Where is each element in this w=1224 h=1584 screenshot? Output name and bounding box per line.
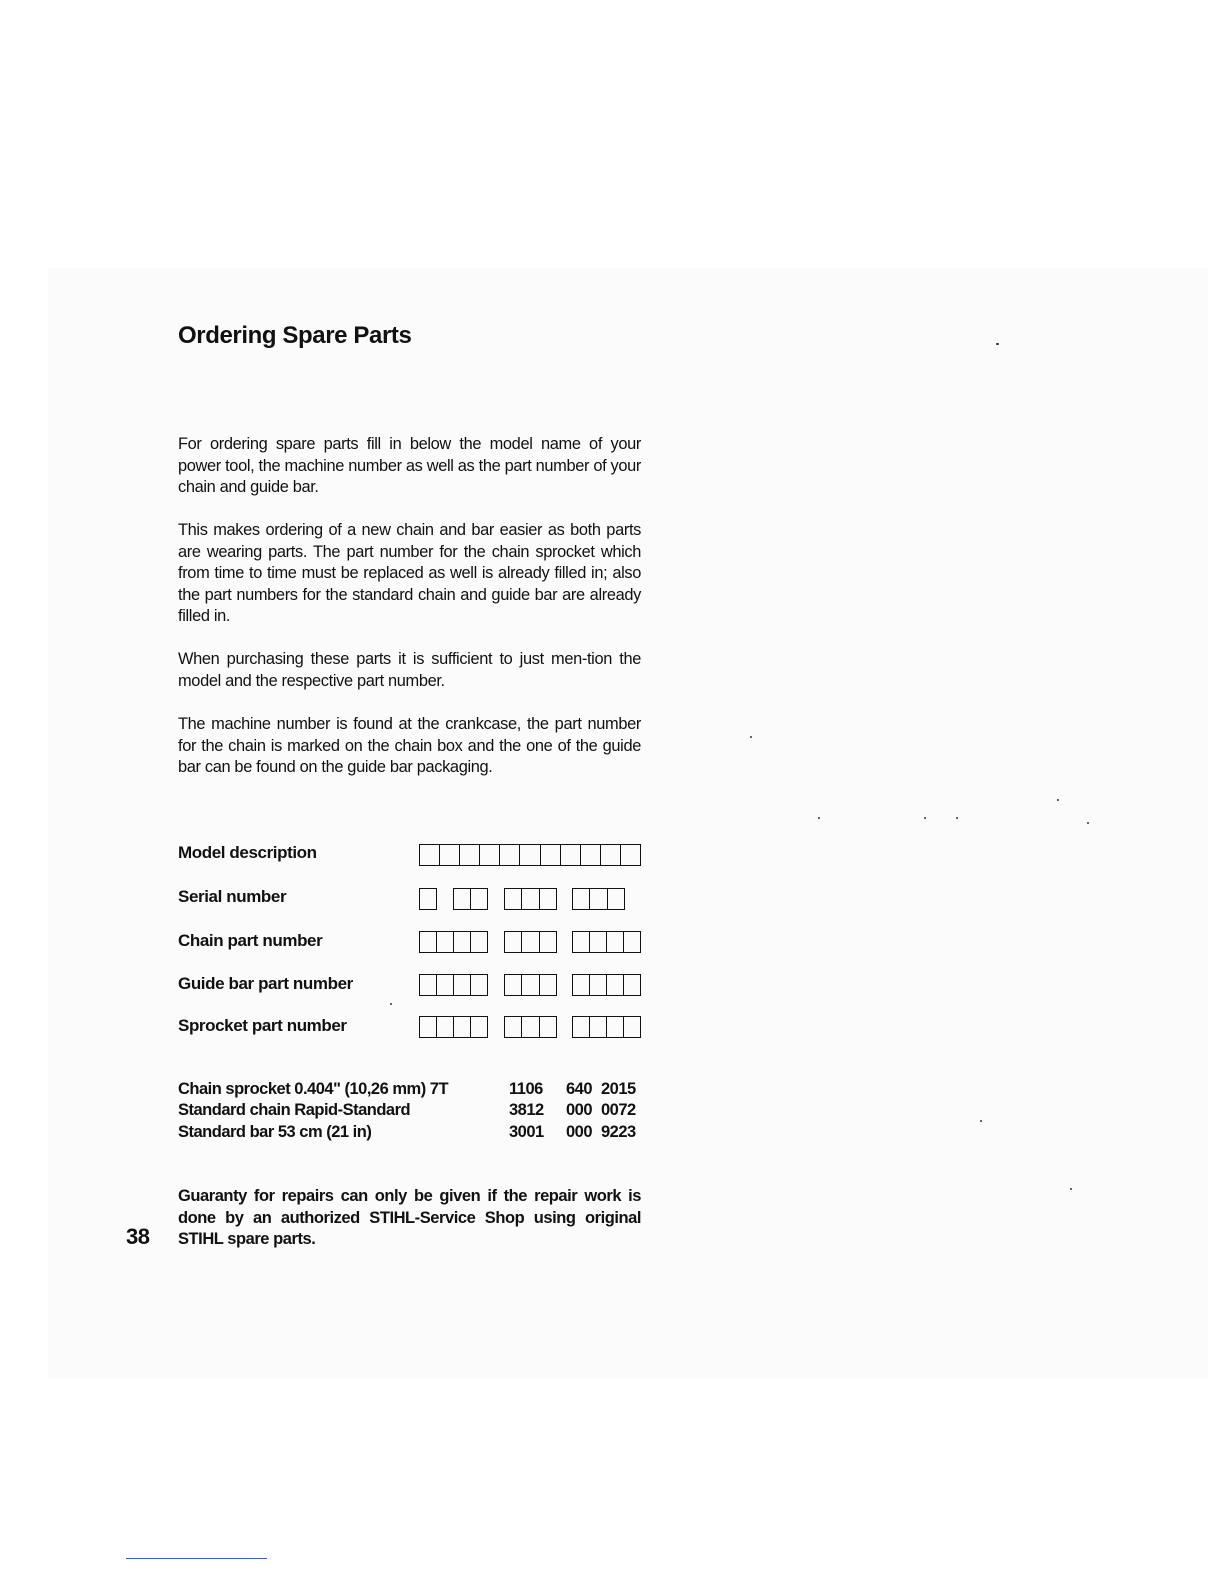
standard-chain-part-3: 0072 (601, 1101, 636, 1119)
sprocket-part-box-2[interactable] (504, 1016, 557, 1038)
chain-sprocket-part-1: 1106 (509, 1080, 543, 1098)
model-description-boxes[interactable] (419, 844, 641, 866)
sprocket-part-box-3[interactable] (572, 1016, 641, 1038)
standard-chain-part-2: 000 (566, 1101, 593, 1119)
page-number: 38 (126, 1224, 150, 1249)
standard-chain-description: Standard chain Rapid-Standard (178, 1101, 411, 1119)
guide-bar-part-box-3[interactable] (572, 974, 641, 996)
chain-part-box-3[interactable] (572, 931, 641, 953)
number-location-paragraph: The machine number is found at the crankcase, the part number for the chain is marked on the chain box and the one of the guide bar can be found on the guide bar packaging. (178, 715, 641, 776)
serial-number-label: Serial number (178, 887, 287, 906)
serial-number-box-2[interactable] (453, 888, 488, 910)
page-title: Ordering Spare Parts (178, 322, 412, 349)
guarantee-note: Guaranty for repairs can only be given if the repair work is done by an authorized STIHL-Service Shop using original STIHL spare parts. (178, 1187, 641, 1248)
chain-part-number-label: Chain part number (178, 931, 323, 950)
bottom-rule (126, 1558, 267, 1559)
guide-bar-part-number-label: Guide bar part number (178, 974, 353, 993)
chain-part-box-1[interactable] (419, 931, 488, 953)
intro-paragraph: For ordering spare parts fill in below the model name of your power tool, the machine number as well as the part number of your chain and guide bar. (178, 435, 641, 496)
standard-bar-part-3: 9223 (601, 1123, 636, 1141)
serial-number-box-1[interactable] (419, 888, 437, 910)
chain-sprocket-description: Chain sprocket 0.404" (10,26 mm) 7T (178, 1080, 449, 1098)
wearing-parts-paragraph: This makes ordering of a new chain and bar easier as both parts are wearing parts. The part number for the chain sprocket which from time to time must be replaced as well is already filled in; also the part numbers for the standard chain and guide bar are already filled in. (178, 521, 641, 625)
standard-bar-part-1: 3001 (509, 1123, 544, 1141)
sprocket-part-box-1[interactable] (419, 1016, 488, 1038)
standard-bar-part-2: 000 (566, 1123, 593, 1141)
sprocket-part-number-label: Sprocket part number (178, 1016, 347, 1035)
chain-part-box-2[interactable] (504, 931, 557, 953)
standard-bar-description: Standard bar 53 cm (21 in) (178, 1123, 372, 1141)
serial-number-box-4[interactable] (572, 888, 625, 910)
chain-sprocket-part-3: 2015 (601, 1080, 636, 1098)
standard-chain-part-1: 3812 (509, 1101, 544, 1119)
guide-bar-part-box-1[interactable] (419, 974, 488, 996)
chain-sprocket-part-2: 640 (566, 1080, 593, 1098)
serial-number-box-3[interactable] (504, 888, 557, 910)
purchasing-paragraph: When purchasing these parts it is sufficient to just men-tion the model and the respective part number. (178, 650, 641, 690)
guide-bar-part-box-2[interactable] (504, 974, 557, 996)
model-description-label: Model description (178, 843, 317, 862)
